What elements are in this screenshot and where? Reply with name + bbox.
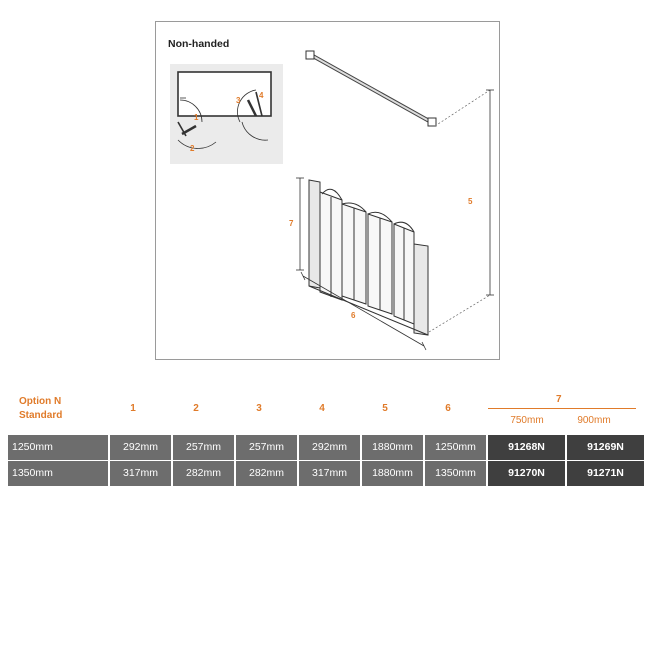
plan-label-3: 3 [236,96,241,105]
cell-dim-2: 282mm [173,461,236,486]
table-header [8,390,645,434]
option-header-line2: Standard [19,410,63,421]
table-row [8,435,645,460]
cell-code-900: 91271N [567,461,644,486]
swing-arc-2 [178,140,216,148]
cell-dim-5: 1880mm [362,461,425,486]
cell-code-750: 91268N [488,435,567,460]
cell-dim-2: 257mm [173,435,236,460]
support-bar [306,51,436,126]
diagram-title: Non-handed [168,38,230,50]
dimension-label-6: 6 [351,311,356,320]
specification-table [8,390,645,486]
cell-code-750: 91270N [488,461,567,486]
sub-header-900: 900mm [577,415,611,426]
column-header-1: 1 [130,403,136,414]
column-header-4: 4 [319,403,325,414]
column-group-header-7: 7 [556,394,562,405]
dimension-5 [486,90,494,295]
option-header-line1: Option N [19,396,62,407]
cell-dim-4: 317mm [299,461,362,486]
sub-header-750: 750mm [510,415,544,426]
cell-option: 1250mm [8,435,110,460]
column-header-3: 3 [256,403,262,414]
group-header-rule [488,408,636,409]
cell-dim-3: 282mm [236,461,299,486]
column-header-6: 6 [445,403,451,414]
plan-label-2: 2 [190,144,195,153]
cell-dim-6: 1350mm [425,461,488,486]
option-header [19,395,62,423]
height-leader-line [429,295,490,332]
swing-arc-4 [242,122,268,140]
table-row [8,461,645,486]
bar-leader-line [435,90,490,126]
plan-label-4: 4 [259,91,264,100]
cell-dim-5: 1880mm [362,435,425,460]
left-door-panel-b [182,126,196,134]
column-header-2: 2 [193,403,199,414]
cell-dim-6: 1250mm [425,435,488,460]
cell-dim-1: 292mm [110,435,173,460]
door-assembly [309,180,428,335]
plan-view [178,72,271,136]
cell-code-900: 91269N [567,435,644,460]
dimension-label-7: 7 [289,219,294,228]
dimension-label-5: 5 [468,197,473,206]
installation-diagram [156,22,499,359]
dimension-7 [296,178,304,270]
cell-dim-3: 257mm [236,435,299,460]
column-header-5: 5 [382,403,388,414]
cell-option: 1350mm [8,461,110,486]
plan-label-1: 1 [194,113,199,122]
cell-dim-1: 317mm [110,461,173,486]
diagram-frame [155,21,500,360]
cell-dim-4: 292mm [299,435,362,460]
